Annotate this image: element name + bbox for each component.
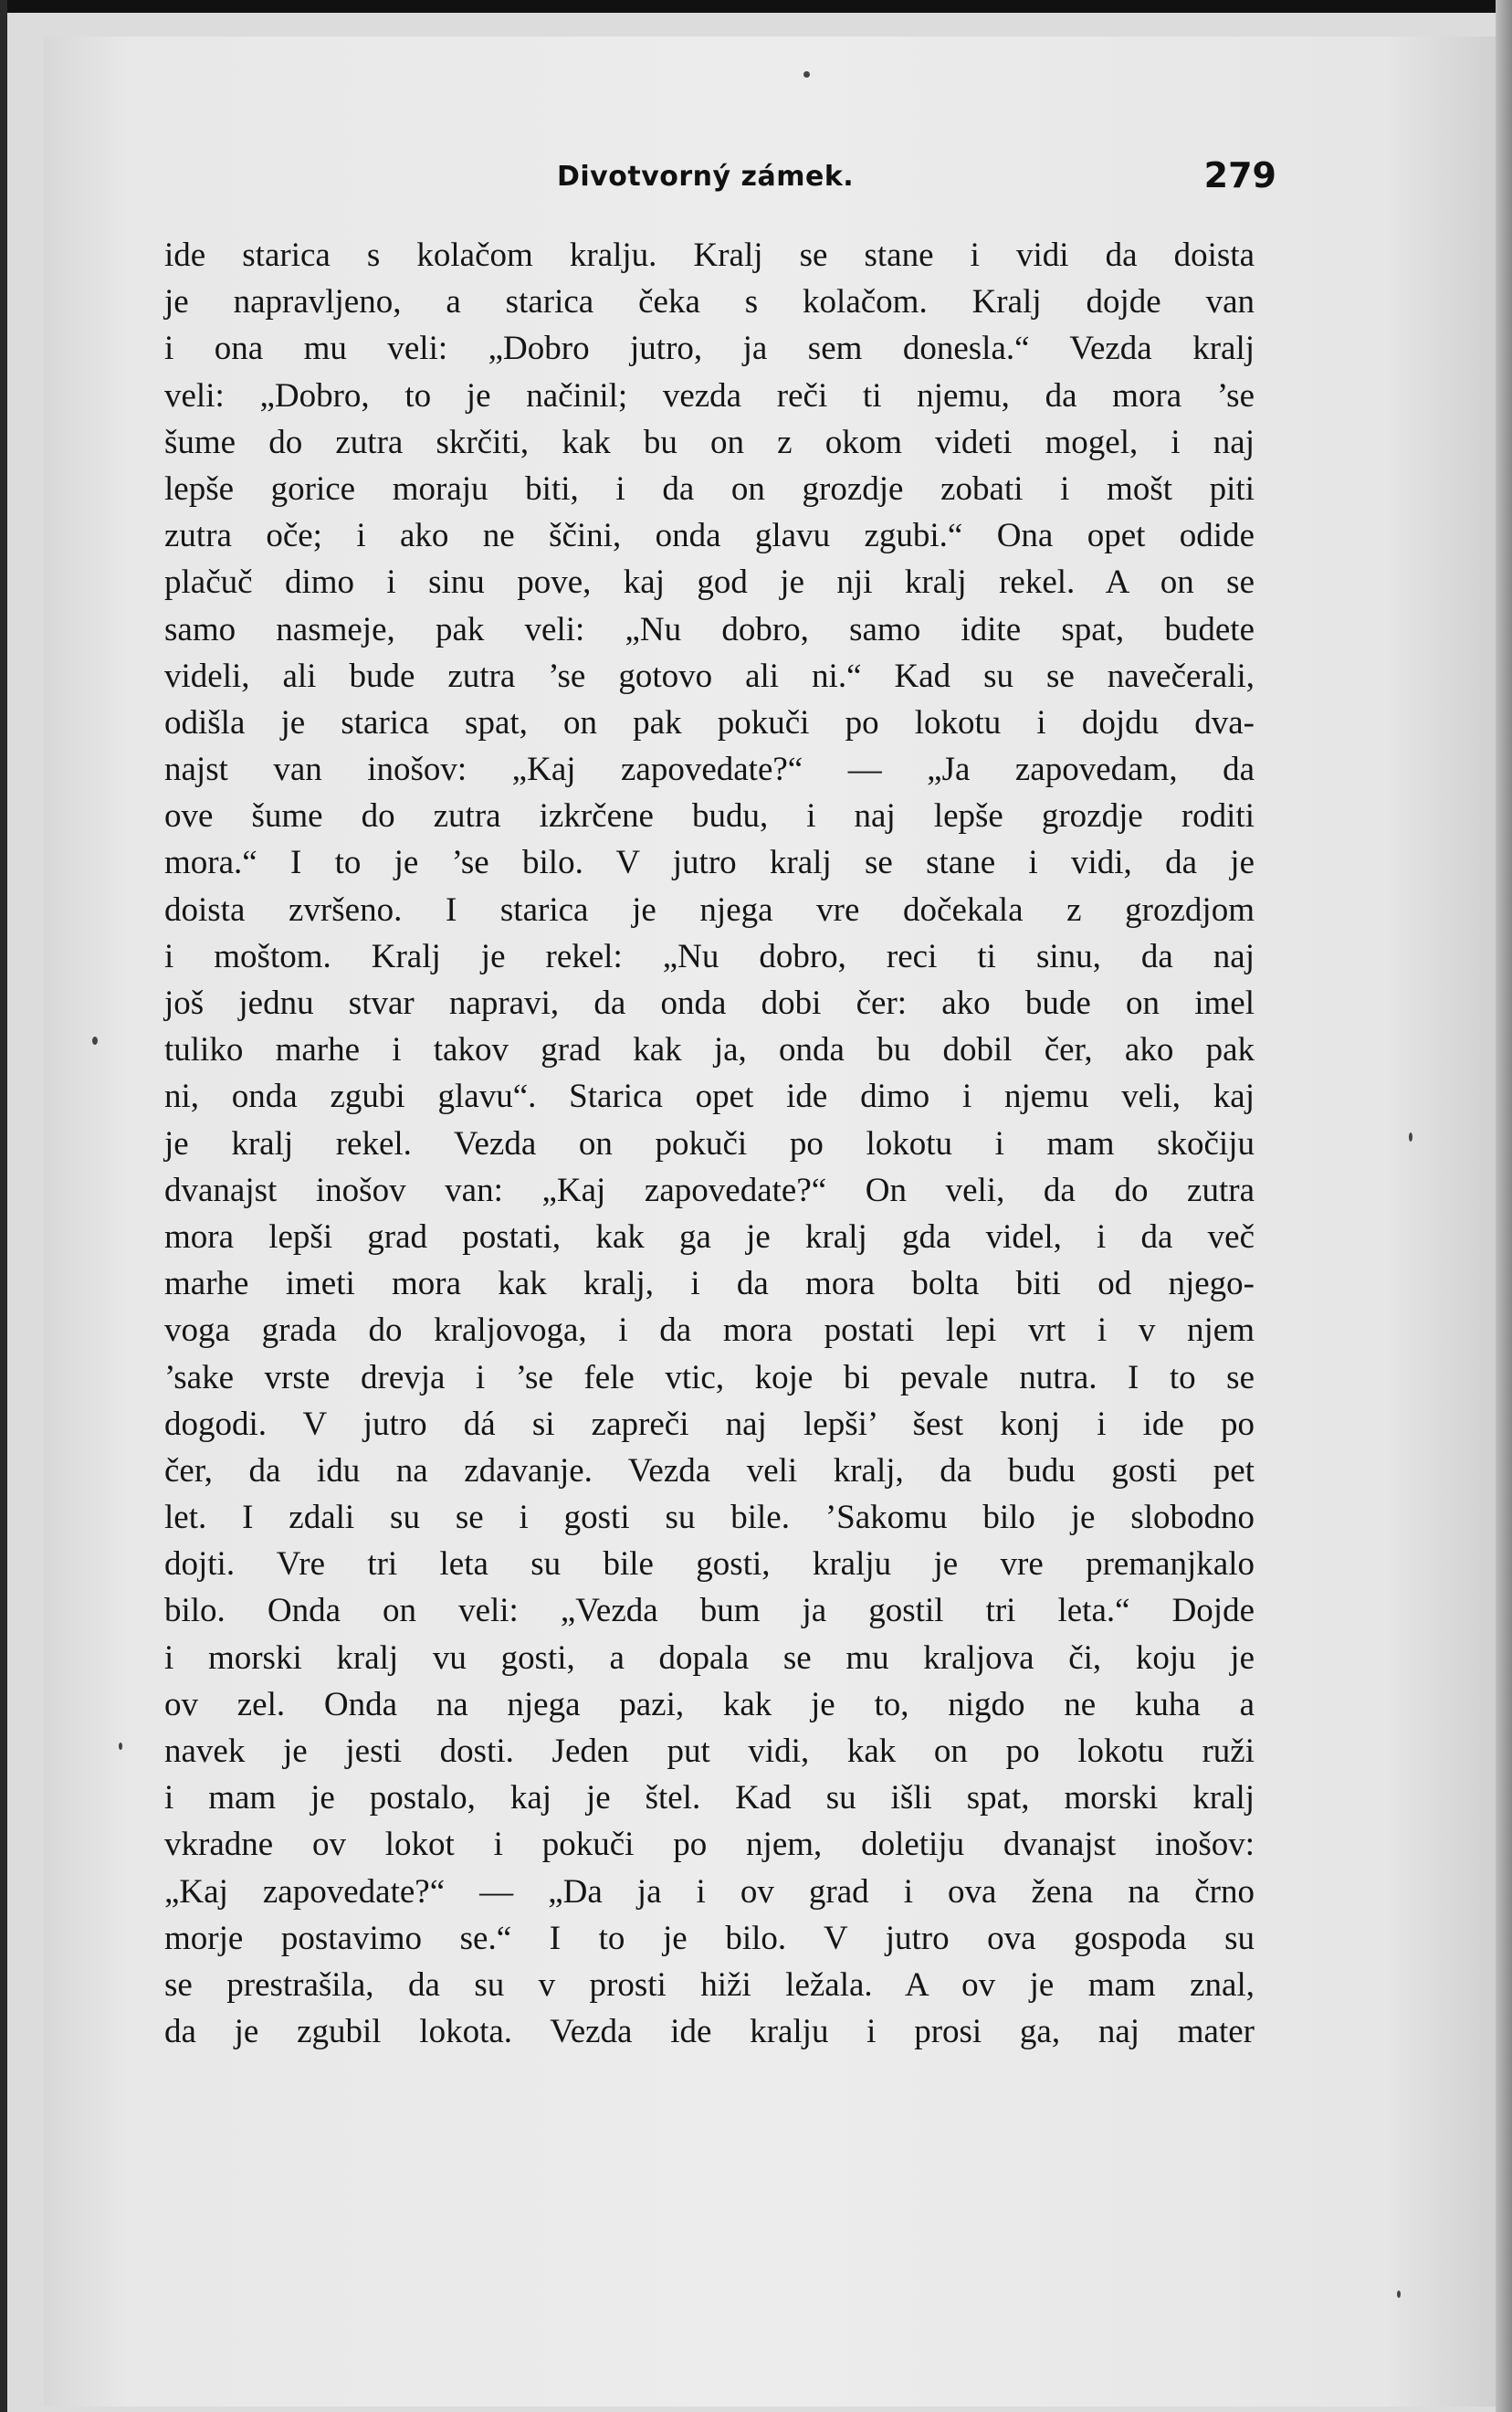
dust-speck — [1397, 2291, 1401, 2298]
text-line: ove šume do zutra izkrčene budu, i naj lepše grozdje roditi — [164, 797, 1255, 836]
text-line: videli, ali bude zutra ’se gotovo ali ni.“ Kad su se navečerali, — [164, 657, 1255, 695]
body-text — [164, 232, 1255, 2055]
dust-speck — [92, 1037, 98, 1045]
text-line: let. I zdali su se i gosti su bile. ’Sakomu bilo je slobodno — [164, 1499, 1255, 1537]
text-line: tuliko marhe i takov grad kak ja, onda bu dobil čer, ako pak — [164, 1031, 1255, 1069]
text-line: marhe imeti mora kak kralj, i da mora bolta biti od njego- — [164, 1265, 1255, 1303]
text-line: mora.“ I to je ’se bilo. V jutro kralj se stane i vidi, da je — [164, 844, 1255, 882]
running-title: Divotvorný zámek. — [557, 161, 855, 193]
scan-border-right — [1496, 0, 1512, 2412]
text-line: veli: „Dobro, to je načinil; vezda reči ti njemu, da mora ’se — [164, 376, 1255, 415]
text-line: voga grada do kraljovoga, i da mora postati lepi vrt i v njem — [164, 1311, 1255, 1350]
text-line: i moštom. Kralj je rekel: „Nu dobro, reci ti sinu, da naj — [164, 937, 1255, 975]
text-line: i ona mu veli: „Dobro jutro, ja sem donesla.“ Vezda kralj — [164, 330, 1255, 368]
text-line: plačuč dimo i sinu pove, kaj god je nji kralj rekel. A on se — [164, 564, 1255, 602]
text-line: morje postavimo se.“ I to je bilo. V jutro ova gospoda su — [164, 1919, 1255, 1957]
text-line: šume do zutra skrčiti, kak bu on z okom videti mogel, i naj — [164, 423, 1255, 461]
text-line: ide starica s kolačom kralju. Kralj se stane i vidi da doista — [164, 237, 1255, 274]
text-line: samo nasmeje, pak veli: „Nu dobro, samo idite spat, budete — [164, 610, 1255, 648]
text-line: ’sake vrste drevja i ’se fele vtic, koje bi pevale nutra. I to se — [164, 1358, 1255, 1396]
text-line: i morski kralj vu gosti, a dopala se mu kraljova či, koju je — [164, 1638, 1255, 1677]
text-line: doista zvršeno. I starica je njega vre dočekala z grozdjom — [164, 890, 1255, 929]
page-header — [164, 155, 1276, 201]
text-line: mora lepši grad postati, kak ga je kralj gda videl, i da več — [164, 1217, 1255, 1256]
text-line: dogodi. V jutro dá si zapreči naj lepši’ šest konj i ide po — [164, 1405, 1255, 1443]
dust-speck — [119, 1743, 122, 1750]
scan-border-top — [0, 0, 1512, 13]
text-line: odišla je starica spat, on pak pokuči po lokotu i dojdu dva- — [164, 703, 1255, 742]
text-line: lepše gorice moraju biti, i da on grozdje zobati i mošt piti — [164, 469, 1255, 508]
text-line: navek je jesti dosti. Jeden put vidi, kak on po lokotu ruži — [164, 1733, 1255, 1770]
text-line: je kralj rekel. Vezda on pokuči po lokotu i mam skočiju — [164, 1124, 1255, 1163]
text-line: čer, da idu na zdavanje. Vezda veli kralj, da budu gosti pet — [164, 1451, 1255, 1490]
text-line: dojti. Vre tri leta su bile gosti, kralju je vre premanjkalo — [164, 1545, 1255, 1584]
text-line: i mam je postalo, kaj je štel. Kad su išli spat, morski kralj — [164, 1779, 1255, 1817]
text-line: ni, onda zgubi glavu“. Starica opet ide dimo i njemu veli, kaj — [164, 1078, 1255, 1116]
page-number: 279 — [1203, 155, 1276, 195]
text-line: najst van inošov: „Kaj zapovedate?“ — „Ja zapovedam, da — [164, 751, 1255, 789]
text-line: ov zel. Onda na njega pazi, kak je to, nigdo ne kuha a — [164, 1685, 1255, 1723]
text-line: „Kaj zapovedate?“ — „Da ja i ov grad i ova žena na črno — [164, 1872, 1255, 1911]
text-line: je napravljeno, a starica čeka s kolačom. Kralj dojde van — [164, 283, 1255, 321]
text-line: još jednu stvar napravi, da onda dobi čer: ako bude on imel — [164, 985, 1255, 1022]
text-line: dvanajst inošov van: „Kaj zapovedate?“ On veli, da do zutra — [164, 1171, 1255, 1209]
scan-border-left — [0, 0, 7, 2412]
dust-speck — [1409, 1132, 1412, 1142]
text-line: bilo. Onda on veli: „Vezda bum ja gostil tri leta.“ Dojde — [164, 1592, 1255, 1630]
dust-speck — [803, 71, 810, 78]
text-line: se prestrašila, da su v prosti hiži ležala. A ov je mam znal, — [164, 1965, 1255, 2004]
text-line: vkradne ov lokot i pokuči po njem, doletiju dvanajst inošov: — [164, 1826, 1255, 1864]
text-line: zutra oče; i ako ne ščini, onda glavu zgubi.“ Ona opet odide — [164, 517, 1255, 555]
text-line: da je zgubil lokota. Vezda ide kralju i prosi ga, naj mater — [164, 2013, 1255, 2051]
